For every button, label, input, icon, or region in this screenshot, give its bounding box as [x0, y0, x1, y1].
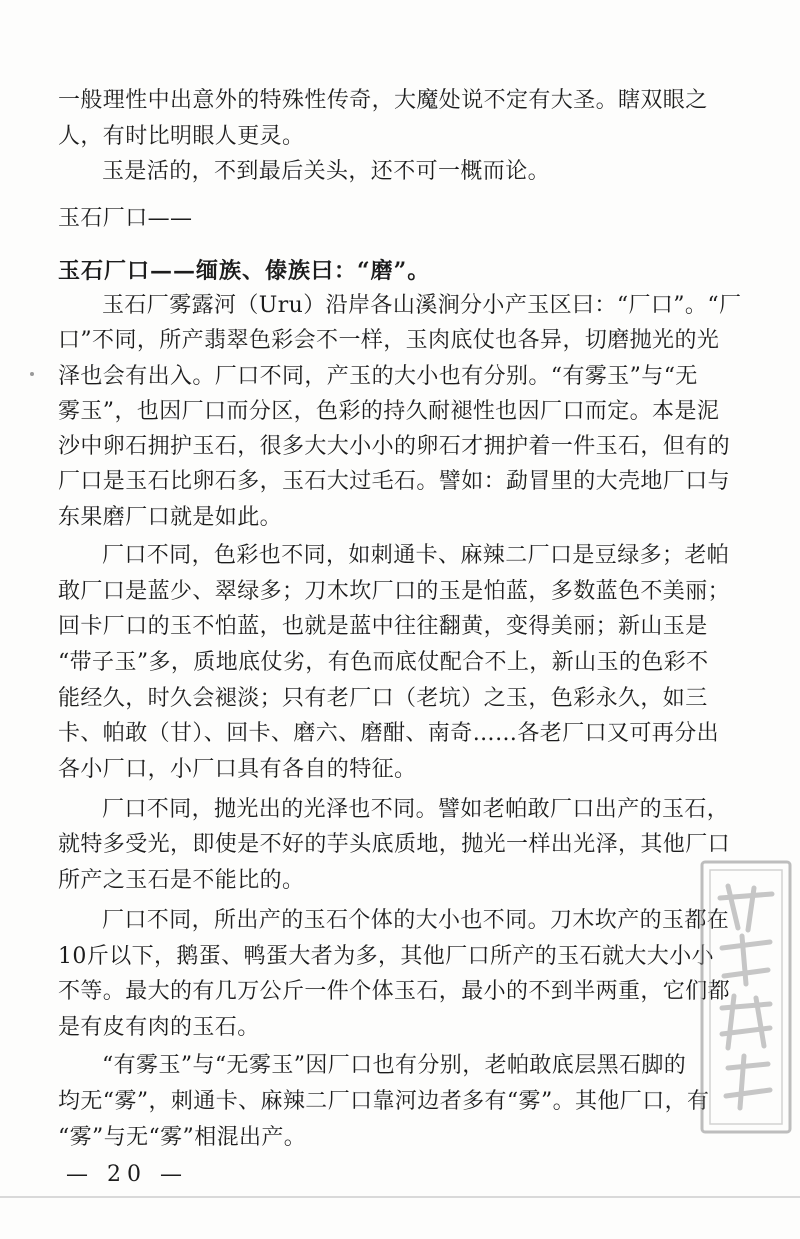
- text-line: 人，有时比明眼人更灵。: [58, 124, 305, 149]
- text-line: “有雾玉”与“无雾玉”因厂口也有分别，老帕敢底层黑石脚的: [102, 1053, 687, 1078]
- text-line: 不等。最大的有几万公斤一件个体玉石，最小的不到半两重，它们都: [58, 979, 731, 1004]
- text-line: 10斤以下，鹅蛋、鸭蛋大者为多，其他厂口所产的玉石就大大小小: [58, 944, 714, 969]
- page-number: — 20 —: [66, 1162, 188, 1187]
- text-line: 玉石厂雾露河（Uru）沿岸各山溪涧分小产玉区曰：“厂口”。“厂: [102, 293, 742, 318]
- text-line: 厂口不同，所出产的玉石个体的大小也不同。刀木坎产的玉都在: [102, 908, 730, 933]
- text-line: 雾玉”，也因厂口而分区，色彩的持久耐褪性也因厂口而定。本是泥: [58, 399, 720, 424]
- text-line: 泽也会有出入。厂口不同，产玉的大小也有分别。“有雾玉”与“无: [58, 364, 698, 389]
- subsection-heading: 玉石厂口——缅族、傣族曰：“磨”。: [58, 258, 431, 284]
- text-line: 厂口是玉石比卵石多，玉石大过毛石。譬如：勐冒里的大壳地厂口与: [58, 469, 731, 494]
- text-line: 厂口不同，色彩也不同，如刺通卡、麻辣二厂口是豆绿多；老帕: [102, 543, 730, 568]
- text-line: 一般理性中出意外的特殊性传奇，大魔处说不定有大圣。瞎双眼之: [58, 88, 708, 113]
- text-line: “雾”与无“雾”相混出产。: [58, 1125, 307, 1150]
- section-heading: 玉石厂口——: [58, 206, 193, 231]
- text-line: 能经久，时久会褪淡；只有老厂口（老坑）之玉，色彩永久，如三: [58, 686, 708, 711]
- page-edge-rule: [0, 1196, 800, 1198]
- seal-stamp-image: [698, 858, 794, 1136]
- text-line: 敢厂口是蓝少、翠绿多；刀木坎厂口的玉是怕蓝，多数蓝色不美丽；: [58, 579, 731, 604]
- text-line: 是有皮有肉的玉石。: [58, 1015, 260, 1040]
- text-line: 沙中卵石拥护玉石，很多大大小小的卵石才拥护着一件玉石，但有的: [58, 434, 731, 459]
- text-line: 均无“雾”，刺通卡、麻辣二厂口靠河边者多有“雾”。其他厂口，有: [58, 1089, 710, 1114]
- text-line: 厂口不同，抛光出的光泽也不同。譬如老帕敢厂口出产的玉石，: [102, 797, 730, 822]
- print-speck: [30, 372, 34, 376]
- text-line: 东果磨厂口就是如此。: [58, 505, 283, 530]
- text-line: 各小厂口，小厂口具有各自的特征。: [58, 757, 417, 782]
- text-line: “带子玉”多，质地底仗劣，有色而底仗配合不上，新山玉的色彩不: [58, 650, 709, 675]
- text-line: 所产之玉石是不能比的。: [58, 868, 305, 893]
- text-line: 口”不同，所产翡翠色彩会不一样，玉肉底仗也各异，切磨抛光的光: [58, 328, 720, 353]
- text-line: 就特多受光，即使是不好的芋头底质地，抛光一样出光泽，其他厂口: [58, 832, 731, 857]
- text-line: 玉是活的，不到最后关头，还不可一概而论。: [102, 159, 551, 184]
- text-line: 卡、帕敢（甘）、回卡、磨六、磨酣、南奇……各老厂口又可再分出: [58, 721, 720, 746]
- text-line: 回卡厂口的玉不怕蓝，也就是蓝中往往翻黄，变得美丽；新山玉是: [58, 614, 708, 639]
